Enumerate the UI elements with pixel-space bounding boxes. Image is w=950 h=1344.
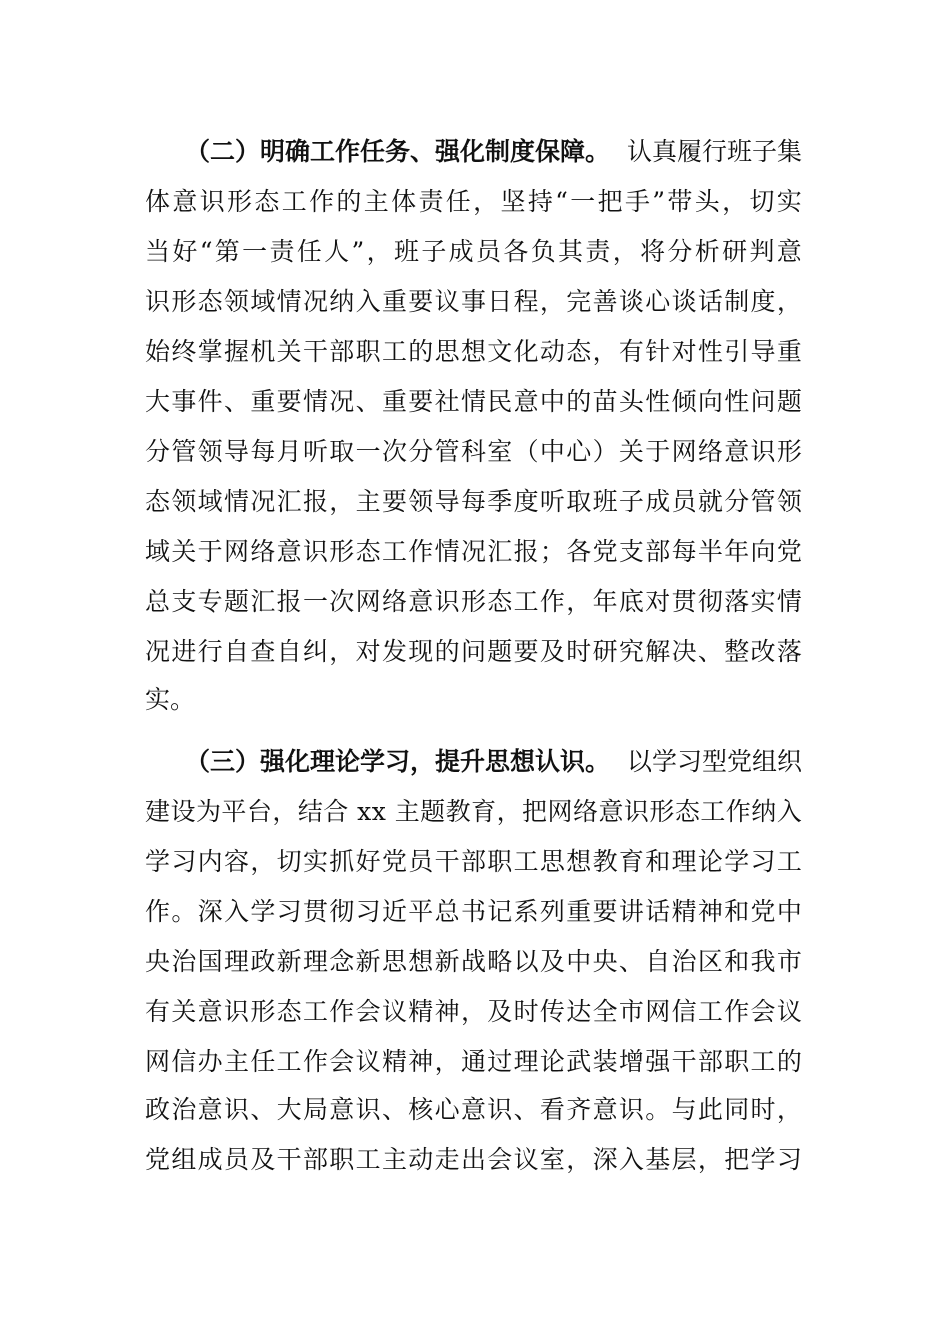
paragraph-line: 始 终 掌 握 机 关 干 部 职 工 的 思 想 文 化 动 态 ， 有 针 对 性 引 导 重 — [145, 337, 802, 366]
body-text: 认真履行班子集 — [626, 137, 802, 166]
section-heading: （三）强化理论学习，提升思想认识。 — [185, 747, 611, 776]
paragraph-line: 实。 — [145, 685, 196, 714]
body-text: 以学习型党组织 — [626, 747, 802, 776]
paragraph-line — [185, 132, 802, 172]
paragraph-line: 网 信 办 主 任 工 作 会 议 精 神 ， 通 过 理 论 武 装 增 强 干 部 职 工 的 — [145, 1047, 802, 1076]
paragraph-line: 央 治 国 理 政 新 理 念 新 思 想 新 战 略 以 及 中 央 、 自 治 区 和 我 市 — [145, 947, 802, 976]
paragraph-line: 建 设 为 平 台 ， 结 合 x x 主 题 教 育 ， 把 网 络 意 识 形 态 工 作 纳 入 — [145, 797, 802, 826]
paragraph-line: 态 领 域 情 况 汇 报 ， 主 要 领 导 每 季 度 听 取 班 子 成 员 就 分 管 领 — [145, 487, 802, 516]
paragraph-line: 作 。 深 入 学 习 贯 彻 习 近 平 总 书 记 系 列 重 要 讲 话 精 神 和 党 中 — [145, 897, 802, 926]
paragraph-line: 学 习 内 容 ， 切 实 抓 好 党 员 干 部 职 工 思 想 教 育 和 理 论 学 习 工 — [145, 847, 802, 876]
paragraph-line: 况 进 行 自 查 自 纠 ， 对 发 现 的 问 题 要 及 时 研 究 解 决 、 整 改 落 — [145, 637, 802, 666]
paragraph-line: 识 形 态 领 域 情 况 纳 入 重 要 议 事 日 程 ， 完 善 谈 心 谈 话 制 度 ， — [145, 287, 802, 316]
paragraph-line: 体 意 识 形 态 工 作 的 主 体 责 任 ， 坚 持 “ 一 把 手 ” 带 头 ， 切 实 — [145, 187, 802, 216]
paragraph-line: 党 组 成 员 及 干 部 职 工 主 动 走 出 会 议 室 ， 深 入 基 层 ， 把 学 习 — [145, 1145, 802, 1174]
paragraph-line: 分 管 领 导 每 月 听 取 一 次 分 管 科 室 （ 中 心 ） 关 于 网 络 意 识 形 — [145, 437, 802, 466]
paragraph-line — [185, 742, 802, 782]
paragraph-line: 域 关 于 网 络 意 识 形 态 工 作 情 况 汇 报 ； 各 党 支 部 每 半 年 向 党 — [145, 537, 802, 566]
paragraph-line: 政 治 意 识 、 大 局 意 识 、 核 心 意 识 、 看 齐 意 识 。 与 此 同 时 ， — [145, 1095, 802, 1124]
paragraph-line: 大 事 件 、 重 要 情 况 、 重 要 社 情 民 意 中 的 苗 头 性 倾 向 性 问 题 — [145, 387, 802, 416]
section-heading: （二）明确工作任务、强化制度保障。 — [185, 137, 611, 166]
paragraph-line: 有 关 意 识 形 态 工 作 会 议 精 神 ， 及 时 传 达 全 市 网 信 工 作 会 议 — [145, 997, 802, 1026]
paragraph-line: 当 好 “ 第 一 责 任 人 ” ， 班 子 成 员 各 负 其 责 ， 将 分 析 研 判 意 — [145, 237, 802, 266]
paragraph-line: 总 支 专 题 汇 报 一 次 网 络 意 识 形 态 工 作 ， 年 底 对 贯 彻 落 实 情 — [145, 587, 802, 616]
